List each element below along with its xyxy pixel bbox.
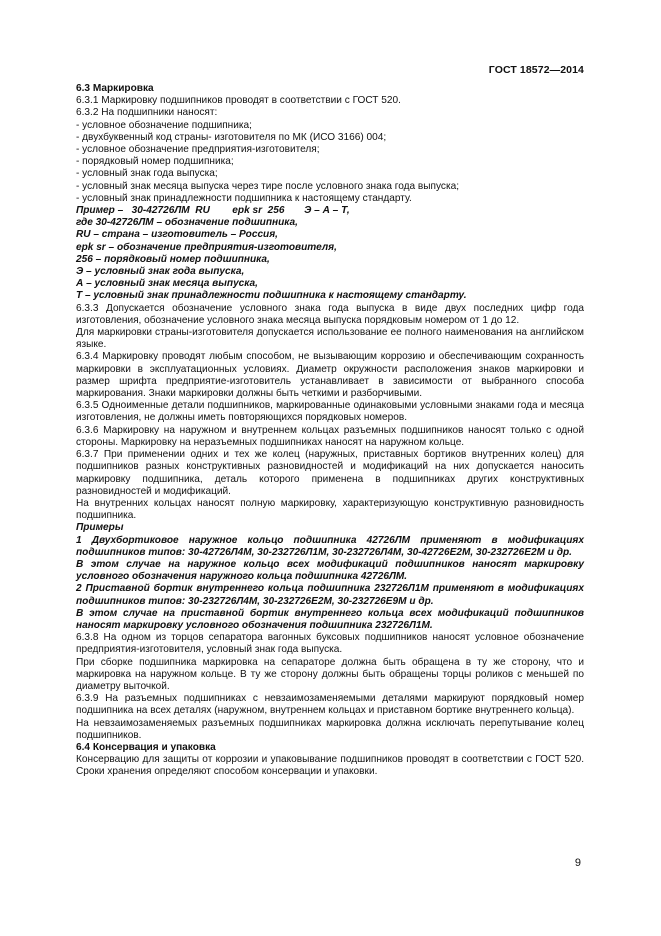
example-line: epk sr – обозначение предприятия-изготовителя, bbox=[76, 241, 337, 253]
example-2-b: В этом случае на приставной бортик внутреннего кольца всех модификаций подшипников наносят маркировку условного обозначения подшипника 232726Л1М. bbox=[76, 607, 584, 631]
para-6-3-7-b: На внутренних кольцах наносят полную маркировку, характеризующую конструктивную разновидность подшипника. bbox=[76, 497, 584, 522]
standard-header: ГОСТ 18572—2014 bbox=[488, 64, 584, 76]
document-body bbox=[76, 83, 584, 779]
list-item: - порядковый номер подшипника; bbox=[76, 156, 234, 168]
para-6-3-4: 6.3.4 Маркировку проводят любым способом, не вызывающим коррозию и обеспечивающим сохранность маркировки в эксплуатационных условиях. Диаметр окружности расположения знаков маркировки и размер шрифта предприятие-изготовитель устанавливает в зависимости от выбранного способа маркирования. Знаки маркировки должны быть четкими и разборчивыми. bbox=[76, 351, 584, 400]
list-item: - условный знак принадлежности подшипника к настоящему стандарту. bbox=[76, 192, 412, 204]
para-6-3-3: 6.3.3 Допускается обозначение условного знака года выпуска в виде двух последних цифр года изготовления, обозначение условного знака месяца выпуска порядковым номером от 1 до 12. bbox=[76, 302, 584, 326]
list-item: - условный знак года выпуска; bbox=[76, 168, 218, 180]
para-6-3-8: 6.3.8 На одном из торцов сепаратора вагонных буксовых подшипников наносят условное обозначение предприятия-изготовителя, условный знак года выпуска. bbox=[76, 632, 584, 656]
para-6-4: Консервацию для защиты от коррозии и упаковывание подшипников проводят в соответствии с ГОСТ 520. Сроки хранения определяют способом консервации и упаковки. bbox=[76, 754, 584, 778]
example-line: Т – условный знак принадлежности подшипника к настоящему стандарту. bbox=[76, 290, 467, 302]
para-6-3-8-b: При сборке подшипника маркировка на сепараторе должна быть обращена в ту же сторону, что и маркировка на наружном кольце. В ту же сторону должны быть обращены торцы роликов с меньшей по диаметру выточкой. bbox=[76, 656, 584, 692]
example-line: где 30-42726ЛМ – обозначение подшипника, bbox=[76, 217, 298, 229]
example-1: 1 Двухбортиковое наружное кольцо подшипника 42726ЛМ применяют в модификациях подшипников типов: 30-42726Л4М, 30-232726Л1М, 30-232726Л4М, 30-42726Е2М, 30-232726Е2М и др. bbox=[76, 534, 584, 558]
list-item: - условное обозначение подшипника; bbox=[76, 119, 252, 131]
example-line: 256 – порядковый номер подшипника, bbox=[76, 253, 270, 265]
page-number: 9 bbox=[574, 857, 581, 869]
para-6-3-7: 6.3.7 При применении одних и тех же колец (наружных, приставных бортиков внутренних колец) для подшипников разных конструктивных разновидностей и модификаций на них допускается наносить маркировку подшипника, деталь которого применена в подшипниках других конструктивных разновидностей и модификаций. bbox=[76, 449, 584, 497]
section-6-4-title: 6.4 Консервация и упаковка bbox=[76, 741, 216, 753]
para-6-3-9: 6.3.9 На разъемных подшипниках с невзаимозаменяемыми деталями маркируют порядковый номер подшипника на всех деталях (наружном, внутреннем кольцах и приставном бортике внутреннего кольца). bbox=[76, 693, 584, 717]
example-line: А – условный знак месяца выпуска, bbox=[76, 278, 258, 290]
example-line: Пример – 30-42726ЛМ RU epk sr 256 Э – А – Т, bbox=[76, 205, 350, 217]
para-6-3-2: 6.3.2 На подшипники наносят: bbox=[76, 107, 218, 119]
examples-title: Примеры bbox=[76, 522, 124, 534]
para-6-3-5: 6.3.5 Одноименные детали подшипников, маркированные одинаковыми условными знаками года и месяца изготовления, не должны иметь повторяющихся порядковых номеров. bbox=[76, 400, 584, 424]
list-item: - двухбуквенный код страны- изготовителя по МК (ИСО 3166) 004; bbox=[76, 131, 387, 143]
section-6-3-title: 6.3 Маркировка bbox=[76, 83, 154, 94]
example-1-b: В этом случае на наружное кольцо всех модификаций подшипников наносят маркировку условного обозначения наружного кольца подшипника 42726ЛМ. bbox=[76, 558, 584, 583]
para-6-3-9-b: На невзаимозаменяемых разъемных подшипниках маркировка должна исключать перепутывание колец подшипников. bbox=[76, 717, 584, 741]
example-line: RU – страна – изготовитель – Россия, bbox=[76, 229, 278, 241]
example-line: Э – условный знак года выпуска, bbox=[76, 266, 245, 278]
para-6-3-6: 6.3.6 Маркировку на наружном и внутреннем кольцах разъемных подшипников наносят только с одной стороны. Маркировку на неразъемных подшипниках наносят на наружном кольце. bbox=[76, 424, 584, 448]
para-6-3-1: 6.3.1 Маркировку подшипников проводят в соответствии с ГОСТ 520. bbox=[76, 95, 401, 107]
list-item: - условное обозначение предприятия-изготовителя; bbox=[76, 144, 320, 156]
para-6-3-3-b: Для маркировки страны-изготовителя допускается использование ее полного наименования на английском языке. bbox=[76, 327, 584, 351]
list-item: - условный знак месяца выпуска через тире после условного знака года выпуска; bbox=[76, 180, 460, 192]
example-2: 2 Приставной бортик внутреннего кольца подшипника 232726Л1М применяют в модификациях подшипников типов: 30-232726Л4М, 30-232726Е2М, 30-232726Е9М и др. bbox=[76, 583, 584, 607]
